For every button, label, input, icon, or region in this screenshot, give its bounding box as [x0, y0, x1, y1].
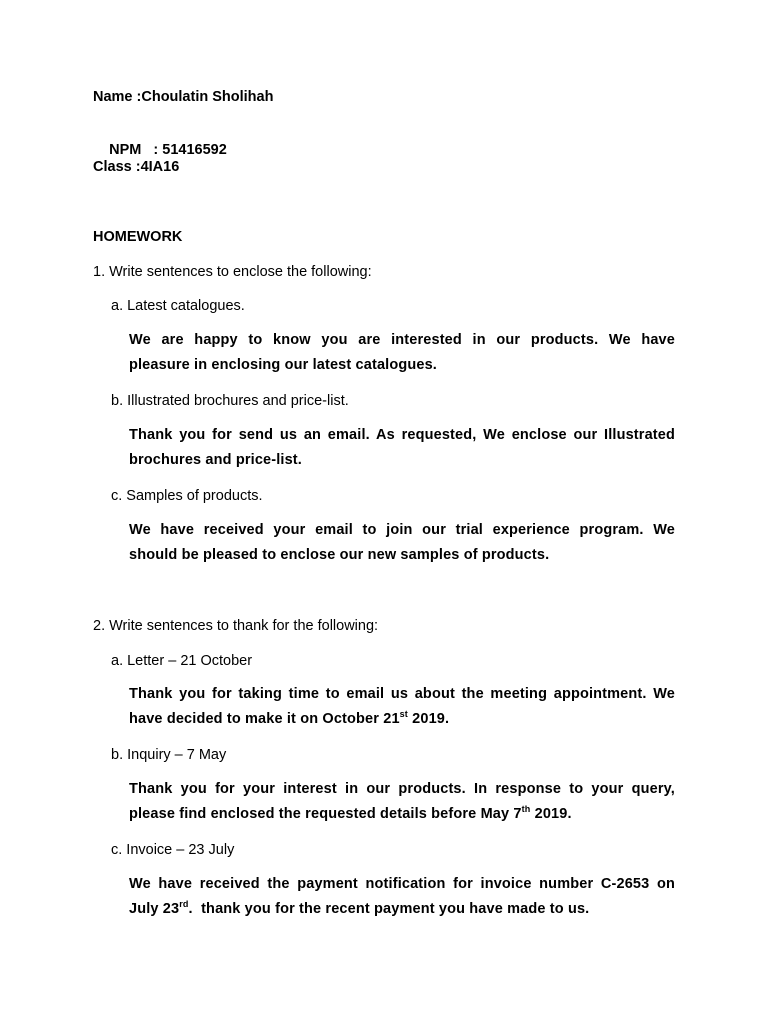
q1-item-b-answer-line1: Thank you for send us an email. As requested, We enclose our Illustrated: [129, 427, 675, 443]
name-label: Name :: [93, 89, 142, 105]
q1-item-c-answer-line1: We have received your email to join our trial experience program. We: [129, 522, 675, 538]
question-2-prompt: 2. Write sentences to thank for the following:: [93, 618, 379, 634]
q2-item-a-answer-line1: Thank you for taking time to email us about the meeting appointment. We: [129, 686, 675, 702]
q1-item-c-answer-line2: should be pleased to enclose our new samples of products.: [129, 547, 550, 563]
q2-item-b-answer: [129, 777, 675, 827]
question-1-prompt: 1. Write sentences to enclose the following:: [93, 264, 372, 280]
name-value: Choulatin Sholihah: [141, 89, 274, 105]
q2-item-a-answer-line2-end: 2019.: [407, 711, 450, 727]
q1-item-b-answer: [129, 423, 675, 473]
q2-item-b-answer-line2-end: 2019.: [530, 806, 572, 822]
q1-item-a-answer-line1: We are happy to know you are interested in our products. We have: [129, 332, 675, 348]
q2-item-a-ordinal-suffix: st: [399, 709, 408, 719]
q1-item-a-answer: [129, 328, 675, 378]
q1-item-c-answer: [129, 518, 675, 568]
q2-item-b-label: b. Inquiry – 7 May: [111, 747, 227, 763]
q2-item-c-answer-line2-end: . thank you for the recent payment you have made to us.: [188, 901, 590, 917]
q2-item-b-answer-line1: Thank you for your interest in our products. In response to your query,: [129, 781, 675, 797]
q2-item-c-ordinal-suffix: rd: [179, 899, 189, 909]
q2-item-c-answer-line1: We have received the payment notification for invoice number C-2653 on: [129, 876, 675, 892]
class-line: [93, 158, 179, 176]
q2-item-c-answer: [129, 872, 675, 922]
name-line: [93, 88, 273, 106]
q2-item-a-answer-line2-text: have decided to make it on October 21: [129, 711, 400, 727]
q2-item-b-ordinal-suffix: th: [521, 804, 531, 814]
homework-title: HOMEWORK: [93, 229, 183, 245]
class-value: 4IA16: [140, 159, 180, 175]
q2-item-c-answer-line2: [129, 897, 675, 922]
q2-item-a-answer: [129, 682, 675, 732]
q2-item-b-answer-line2: [129, 802, 675, 827]
q2-item-b-answer-line2-text: please find enclosed the requested details before May 7: [129, 806, 522, 822]
npm-label: NPM :: [109, 142, 163, 158]
q1-item-b-answer-line2: brochures and price-list.: [129, 452, 302, 468]
class-label: Class :: [93, 159, 141, 175]
q1-item-a-answer-line2: pleasure in enclosing our latest catalogues.: [129, 357, 437, 373]
q1-item-b-label: b. Illustrated brochures and price-list.: [111, 393, 349, 409]
q1-item-c-label: c. Samples of products.: [111, 488, 263, 504]
q2-item-c-label: c. Invoice – 23 July: [111, 842, 235, 858]
q2-item-a-label: a. Letter – 21 October: [111, 653, 253, 669]
q2-item-c-answer-line2-text: July 23: [129, 901, 180, 917]
npm-value: 51416592: [162, 142, 227, 158]
q2-item-a-answer-line2: [129, 707, 675, 732]
q1-item-a-label: a. Latest catalogues.: [111, 298, 245, 314]
